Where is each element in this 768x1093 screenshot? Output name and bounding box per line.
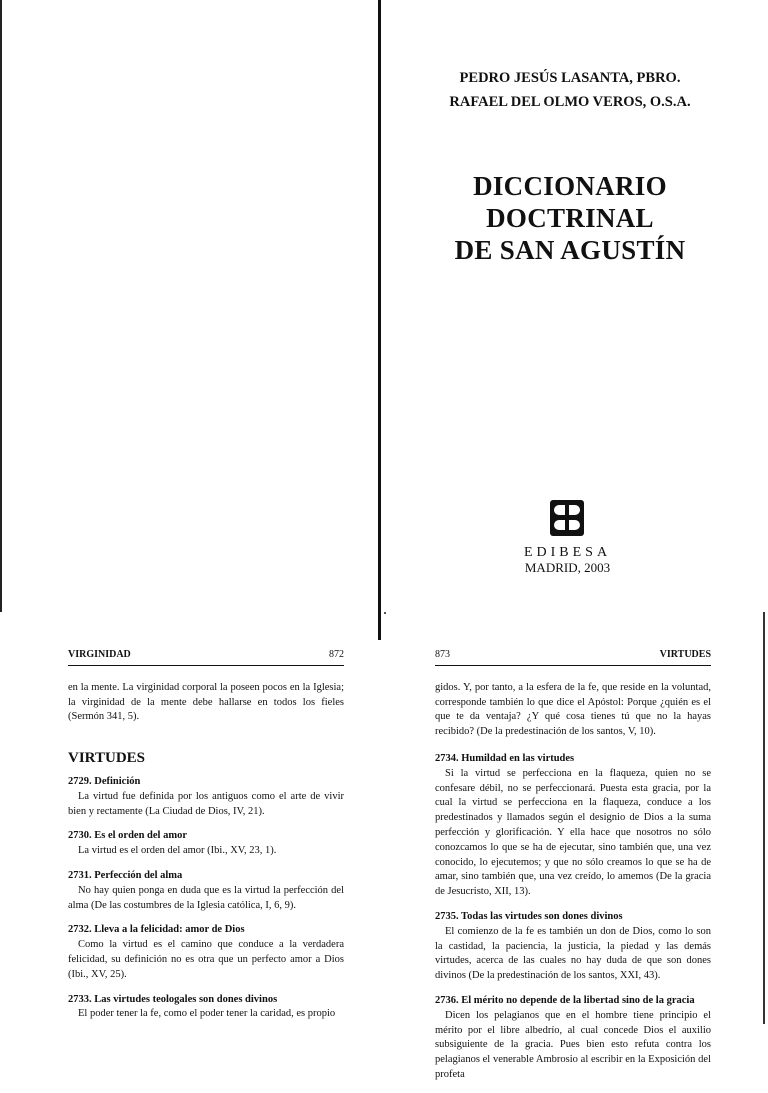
- entry-text: La virtud es el orden del amor (Ibi., XV, 23, 1).: [78, 845, 277, 857]
- publisher-name: EDIBESA: [523, 545, 612, 560]
- dictionary-entry: [435, 910, 711, 984]
- book-title: [400, 170, 740, 266]
- dictionary-entry: [68, 923, 344, 982]
- publication-place-year: MADRID, 2003: [524, 560, 611, 575]
- continued-paragraph: gidos. Y, por tanto, a la esfera de la fe, que reside en la voluntad, corresponde también lo que dice el Apóstol: Porque ¿quién es el que te da ventaja? ¿Y qué cosa tienes tú que no la hayas recibido? (De la predestinación de los santos, V, 10).: [435, 681, 711, 738]
- page-873: [435, 648, 711, 1093]
- continued-paragraph: en la mente. La virginidad corporal la poseen pocos en la Iglesia; la virginidad de la mente debe hallarse en todos los fieles (Sermón 341, 5).: [68, 681, 344, 723]
- entry-text: El poder tener la fe, como el poder tener la caridad, es propio: [78, 1008, 336, 1020]
- running-head: [68, 648, 344, 666]
- dictionary-entry: [435, 752, 711, 900]
- section-heading: VIRTUDES: [68, 750, 145, 767]
- scan-speck: [384, 612, 386, 614]
- entry-text: La virtud fue definida por los antiguos como el arte de vivir bien y rectamente (La Ciudad de Dios, IV, 21).: [68, 790, 344, 817]
- page-872: [68, 648, 344, 1032]
- scan-edge-line-right: [763, 612, 765, 1024]
- book-title-line: DE SAN AGUSTÍN: [454, 235, 686, 265]
- entry-text: Como la virtud es el camino que conduce a la verdadera felicidad, su definición no es otra que un perfecto amor a Dios (Ibi., XV, 25).: [68, 939, 344, 980]
- entry-heading: 2730. Es el orden del amor: [68, 830, 187, 842]
- author-name: PEDRO JESÚS LASANTA, PBRO.: [459, 70, 681, 86]
- entry-heading: 2732. Lleva a la felicidad: amor de Dios: [68, 924, 245, 936]
- dictionary-entry: [68, 993, 344, 1023]
- page-number: 872: [329, 649, 344, 660]
- running-head-title: VIRGINIDAD: [68, 649, 131, 660]
- page-gutter-line: [378, 0, 381, 612]
- page-number: 873: [435, 649, 450, 660]
- entry-heading: 2735. Todas las virtudes son dones divinos: [435, 910, 623, 922]
- dictionary-entry: [68, 869, 344, 913]
- book-title-line: DOCTRINAL: [486, 203, 654, 233]
- author-name: RAFAEL DEL OLMO VEROS, O.S.A.: [449, 94, 691, 110]
- entry-text: Dicen los pelagianos que en el hombre tiene principio el mérito por el libre albedrío, al cual concede Dios el auxilio subsiguiente de la gracia. Pues bien esto refuta contra los pelagianos el venerable Ambrosio al escribir en la Exposición del profeta: [435, 1009, 711, 1080]
- entry-heading: 2729. Definición: [68, 775, 141, 787]
- dictionary-entry: [68, 829, 344, 859]
- entry-text: Si la virtud se perfecciona en la flaqueza, quien no se confesare débil, no se perfeccionará. Puesta esta gracia, por la cual la virtud se perfecciona en la flaqueza, conduce a los predestinados y llamados según el designio de Dios a la suma perfección y glorificación. Y ella hace que nosotros no sólo conozcamos lo que se ha de ejecutar, sino también que, una vez conocido, lo ejecutemos; y que no sólo creamos lo que se ha de amar, sino también que, una vez creído, lo amemos (De la gracia de Jesucristo, XII, 13).: [435, 767, 711, 898]
- entry-heading: 2734. Humildad en las virtudes: [435, 752, 575, 764]
- entry-heading: 2731. Perfección del alma: [68, 869, 183, 881]
- page-gutter-line-lower: [378, 612, 381, 640]
- entry-text: El comienzo de la fe es también un don de Dios, como lo son la castidad, la paciencia, la justicia, la piedad y las demás virtudes, acerca de las cuales no hay duda de que son dones divinos (De la predestinación de los santos, XXI, 43).: [435, 925, 711, 982]
- running-head-title: VIRTUDES: [659, 649, 711, 660]
- dictionary-entry: [435, 994, 711, 1083]
- running-head: [435, 648, 711, 666]
- edibesa-logo-icon: [550, 500, 584, 536]
- author-list: [400, 66, 740, 114]
- book-title-line: DICCIONARIO: [473, 171, 667, 201]
- title-page: [400, 0, 768, 612]
- entry-heading: 2736. El mérito no depende de la libertad sino de la gracia: [435, 994, 695, 1006]
- entry-text: No hay quien ponga en duda que es la virtud la perfección del alma (De las costumbres de la Iglesia católica, I, 6, 9).: [68, 884, 344, 911]
- entry-heading: 2733. Las virtudes teologales son dones divinos: [68, 993, 278, 1005]
- dictionary-entry: [68, 775, 344, 819]
- scan-edge-line: [0, 0, 2, 612]
